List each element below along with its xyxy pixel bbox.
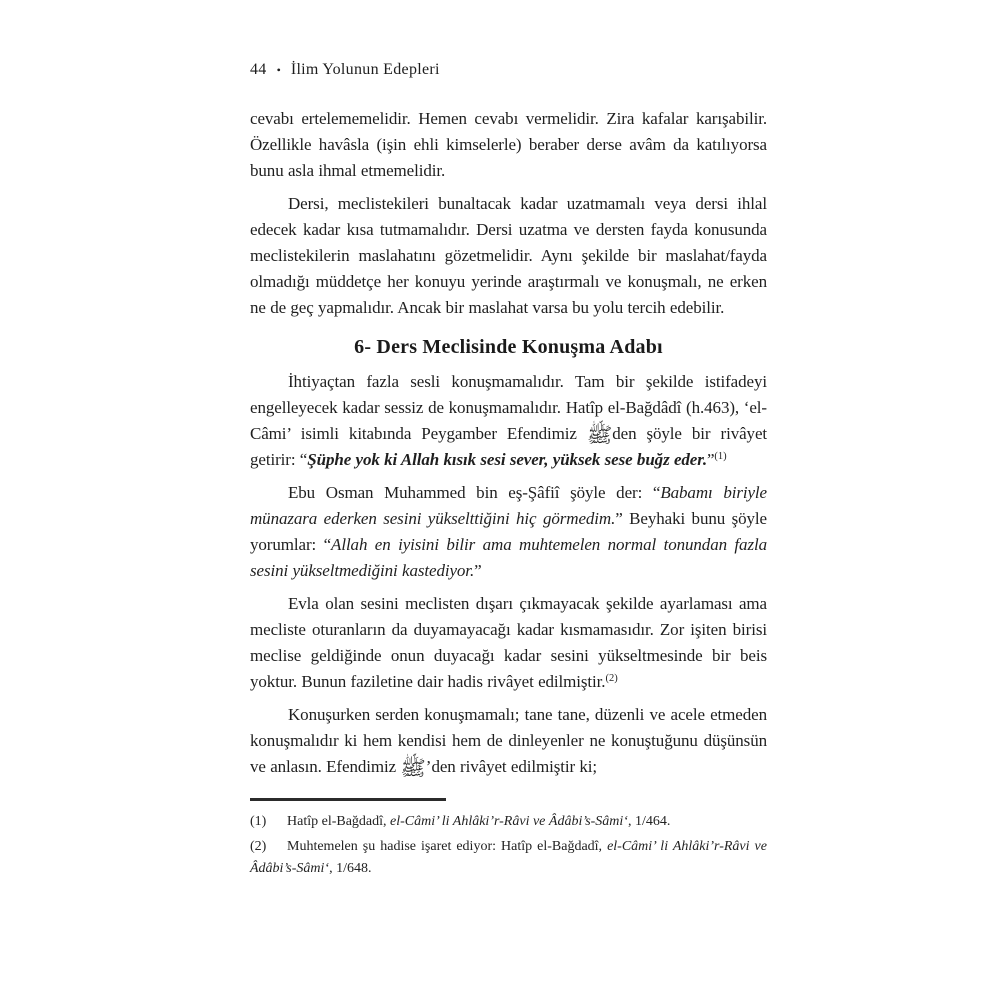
paragraph-text: Konuşurken serden konuşmamalı; tane tane, düzenli ve acele etmeden konuşmalıdır ki hem kendisi hem de dinleyenler ne konuştuğunu düşünsün ve anlasın. Efendimiz xyxy=(250,705,767,776)
page-number: 44 xyxy=(250,61,267,78)
paragraph-text: İhtiyaçtan fazla sesli konuşmamalıdır. Tam bir şekilde istifadeyi engelleyecek kadar sessiz de konuşmamalıdır. Hatîp el-Bağdâdî (h.463), ‘el-Câmi’ isimli kitabında Peygamber Efendimiz xyxy=(250,372,767,443)
paragraph-text: ” xyxy=(474,561,482,580)
footnote-section xyxy=(250,798,767,880)
footnote-text: , 1/648. xyxy=(329,861,372,876)
running-head-book-title: İlim Yolunun Edepleri xyxy=(290,61,440,78)
paragraph-text: ” Beyhaki bunu şöyle yorumlar: “ xyxy=(250,509,767,554)
footnote-reference: (2) xyxy=(605,673,618,684)
bullet-icon: • xyxy=(276,63,281,77)
paragraph xyxy=(250,480,767,584)
footnote-text: Hatîp el-Bağdadî, xyxy=(287,814,391,829)
quote-text: Babamı biriyle münazara ederken sesini yükselttiğini hiç görmedim. xyxy=(250,483,767,528)
paragraph-text: Dersi, meclistekileri bunaltacak kadar uzatmamalı veya dersi ihlal edecek kadar kısa tutmamalıdır. Dersi uzatma ve dersten fayda konusunda meclistekilerin maslahatını gözetmelidir. Aynı şekilde bir maslahat/fayda olmadığı müddetçe her konuyu yerinde araştırmalı ve konuşmalı, ne erken ne de geç yapmalıdır. Ancak bir maslahat varsa bu yolu tercih edebilir. xyxy=(250,194,767,317)
section-heading: 6- Ders Meclisinde Konuşma Adabı xyxy=(354,336,663,358)
salawat-calligraphy-icon: ﷺ xyxy=(400,756,426,780)
quote-text: Allah en iyisini bilir ama muhtemelen normal tonundan fazla sesini yükseltmediğini kastediyor. xyxy=(250,535,767,580)
page-content xyxy=(250,60,767,883)
paragraph-text: ” xyxy=(706,450,715,469)
footnote-text: Muhtemelen şu hadise işaret ediyor: Hatîp el-Bağdadî, xyxy=(287,839,608,854)
footnote-book-title: el-Câmi’ li Ahlâki’r-Râvi ve Âdâbi’s-Sâmi‘ xyxy=(250,839,767,876)
salawat-calligraphy-icon: ﷺ xyxy=(586,423,613,447)
paragraph xyxy=(250,702,767,780)
footnote-reference: (1) xyxy=(714,451,727,462)
paragraph-text: cevabı ertelememelidir. Hemen cevabı vermelidir. Zira kafalar karışabilir. Özellikle havâsla (işin ehli kimselerle) beraber derse avâm da katılıyorsa bunu asla ihmal etmemelidir. xyxy=(250,109,767,180)
page-header xyxy=(250,60,767,80)
footnote xyxy=(250,836,767,880)
footnote-text: , 1/464. xyxy=(627,814,671,829)
footnote xyxy=(250,811,767,833)
paragraph-text: ’den rivâyet edilmiştir ki; xyxy=(425,757,598,776)
footnote-separator-rule xyxy=(250,798,446,801)
paragraph-text: den şöyle bir rivâyet getirir: “ xyxy=(250,424,768,469)
footnote-marker: (2) xyxy=(250,839,267,854)
paragraph-text: Ebu Osman Muhammed bin eş-Şâfiî şöyle der: “ xyxy=(288,483,661,502)
footnote-book-title: el-Câmi’ li Ahlâki’r-Râvi ve Âdâbi’s-Sâmi‘ xyxy=(390,814,628,829)
paragraph-continuation xyxy=(250,106,767,184)
footnote-marker: (1) xyxy=(250,814,267,829)
paragraph xyxy=(250,191,767,321)
paragraph-text: Evla olan sesini meclisten dışarı çıkmayacak şekilde ayarlaması ama mecliste oturanların da duyamayacağı kadar kısmamasıdır. Zor işiten birisi meclise geldiğinde onun duyacağı kadar sesini yükseltmesinde bir beis yoktur. Bunun faziletine dair hadis rivâyet edilmiştir. xyxy=(250,594,767,691)
hadith-quote: Şüphe yok ki Allah kısık sesi sever, yüksek sese buğz eder. xyxy=(307,450,707,469)
paragraph xyxy=(250,369,767,473)
paragraph xyxy=(250,591,767,695)
